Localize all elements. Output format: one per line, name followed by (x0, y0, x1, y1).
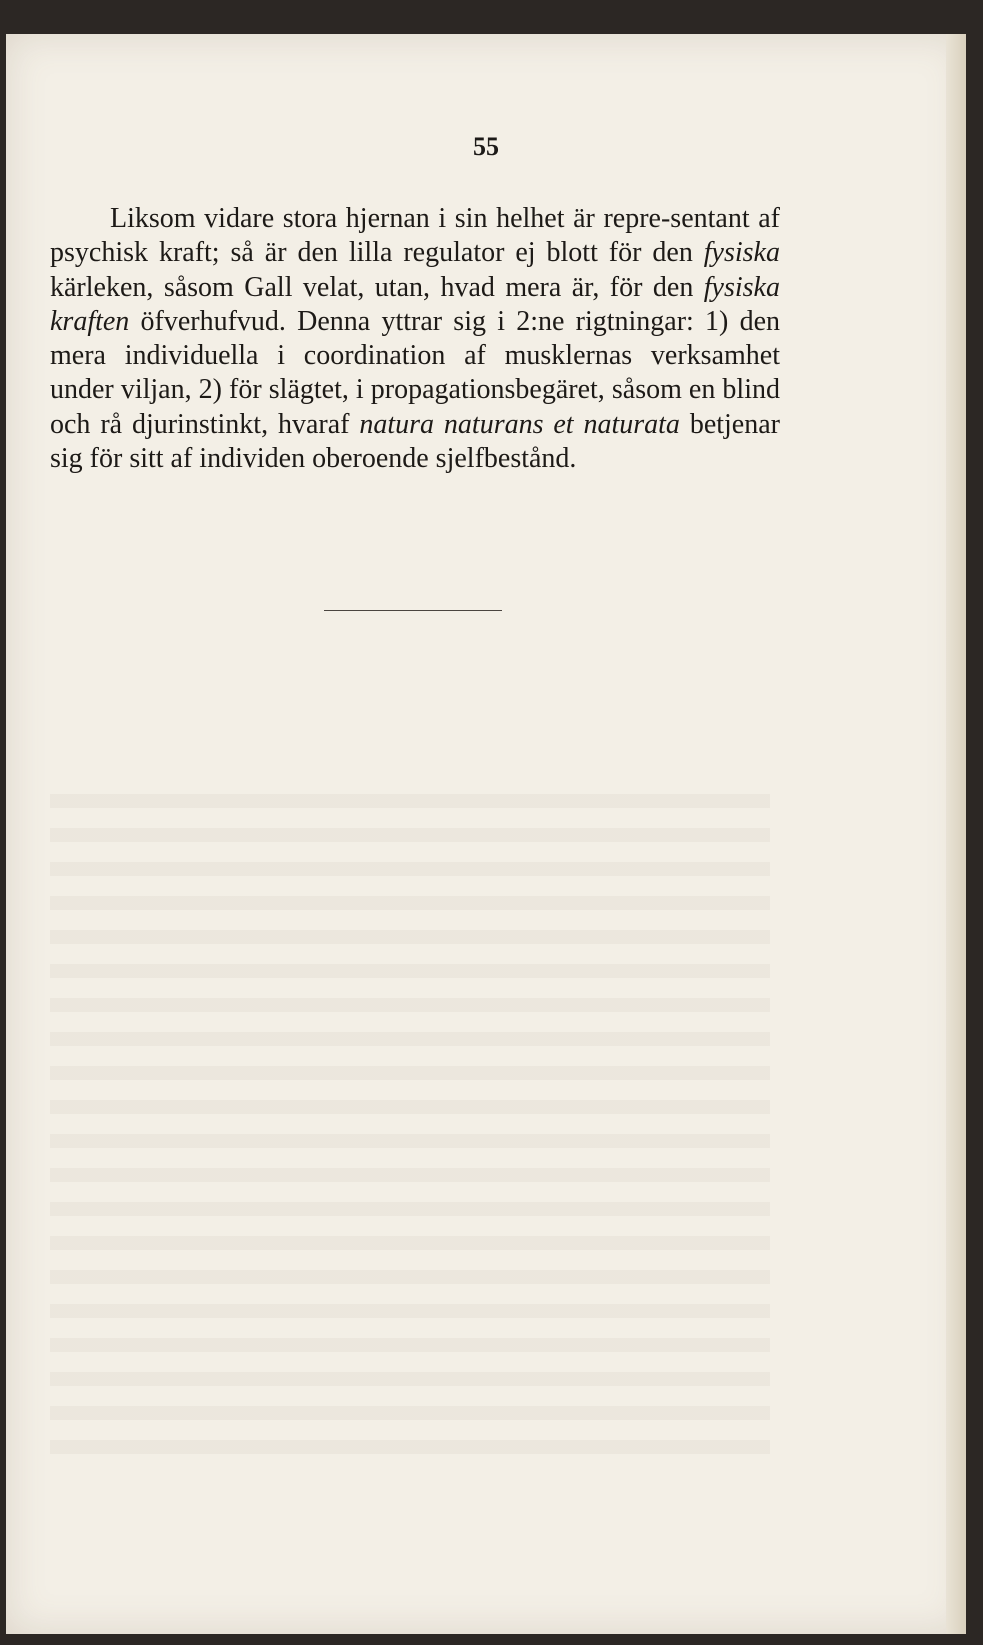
italic-phrase: fysiska kraften (50, 271, 780, 337)
page-edge (946, 34, 966, 1634)
text-run: kärleken, såsom Gall velat, utan, hvad mera är, för den (50, 271, 704, 303)
italic-phrase: fysiska (703, 237, 780, 269)
show-through-text (50, 794, 770, 1474)
text-run: öfverhufvud. Denna yttrar sig i 2:ne rigtningar: 1) den mera individuella i coordination af musklernas verksamhet under viljan, 2) för slägtet, i propagationsbegäret, såsom en blind och rå djurinstinkt, hvaraf (50, 305, 780, 440)
paper-page (6, 34, 966, 1634)
text-run: Liksom vidare stora hjernan i sin helhet är repre-sentant af psychisk kraft; så är den lilla regulator ej blott för den (50, 203, 780, 269)
italic-phrase: natura naturans et naturata (359, 408, 680, 440)
section-divider (324, 610, 502, 611)
body-paragraph (50, 202, 780, 476)
page-number: 55 (473, 132, 499, 161)
text-run: betjenar sig för sitt af individen oberoende sjelfbestånd. (50, 408, 780, 475)
